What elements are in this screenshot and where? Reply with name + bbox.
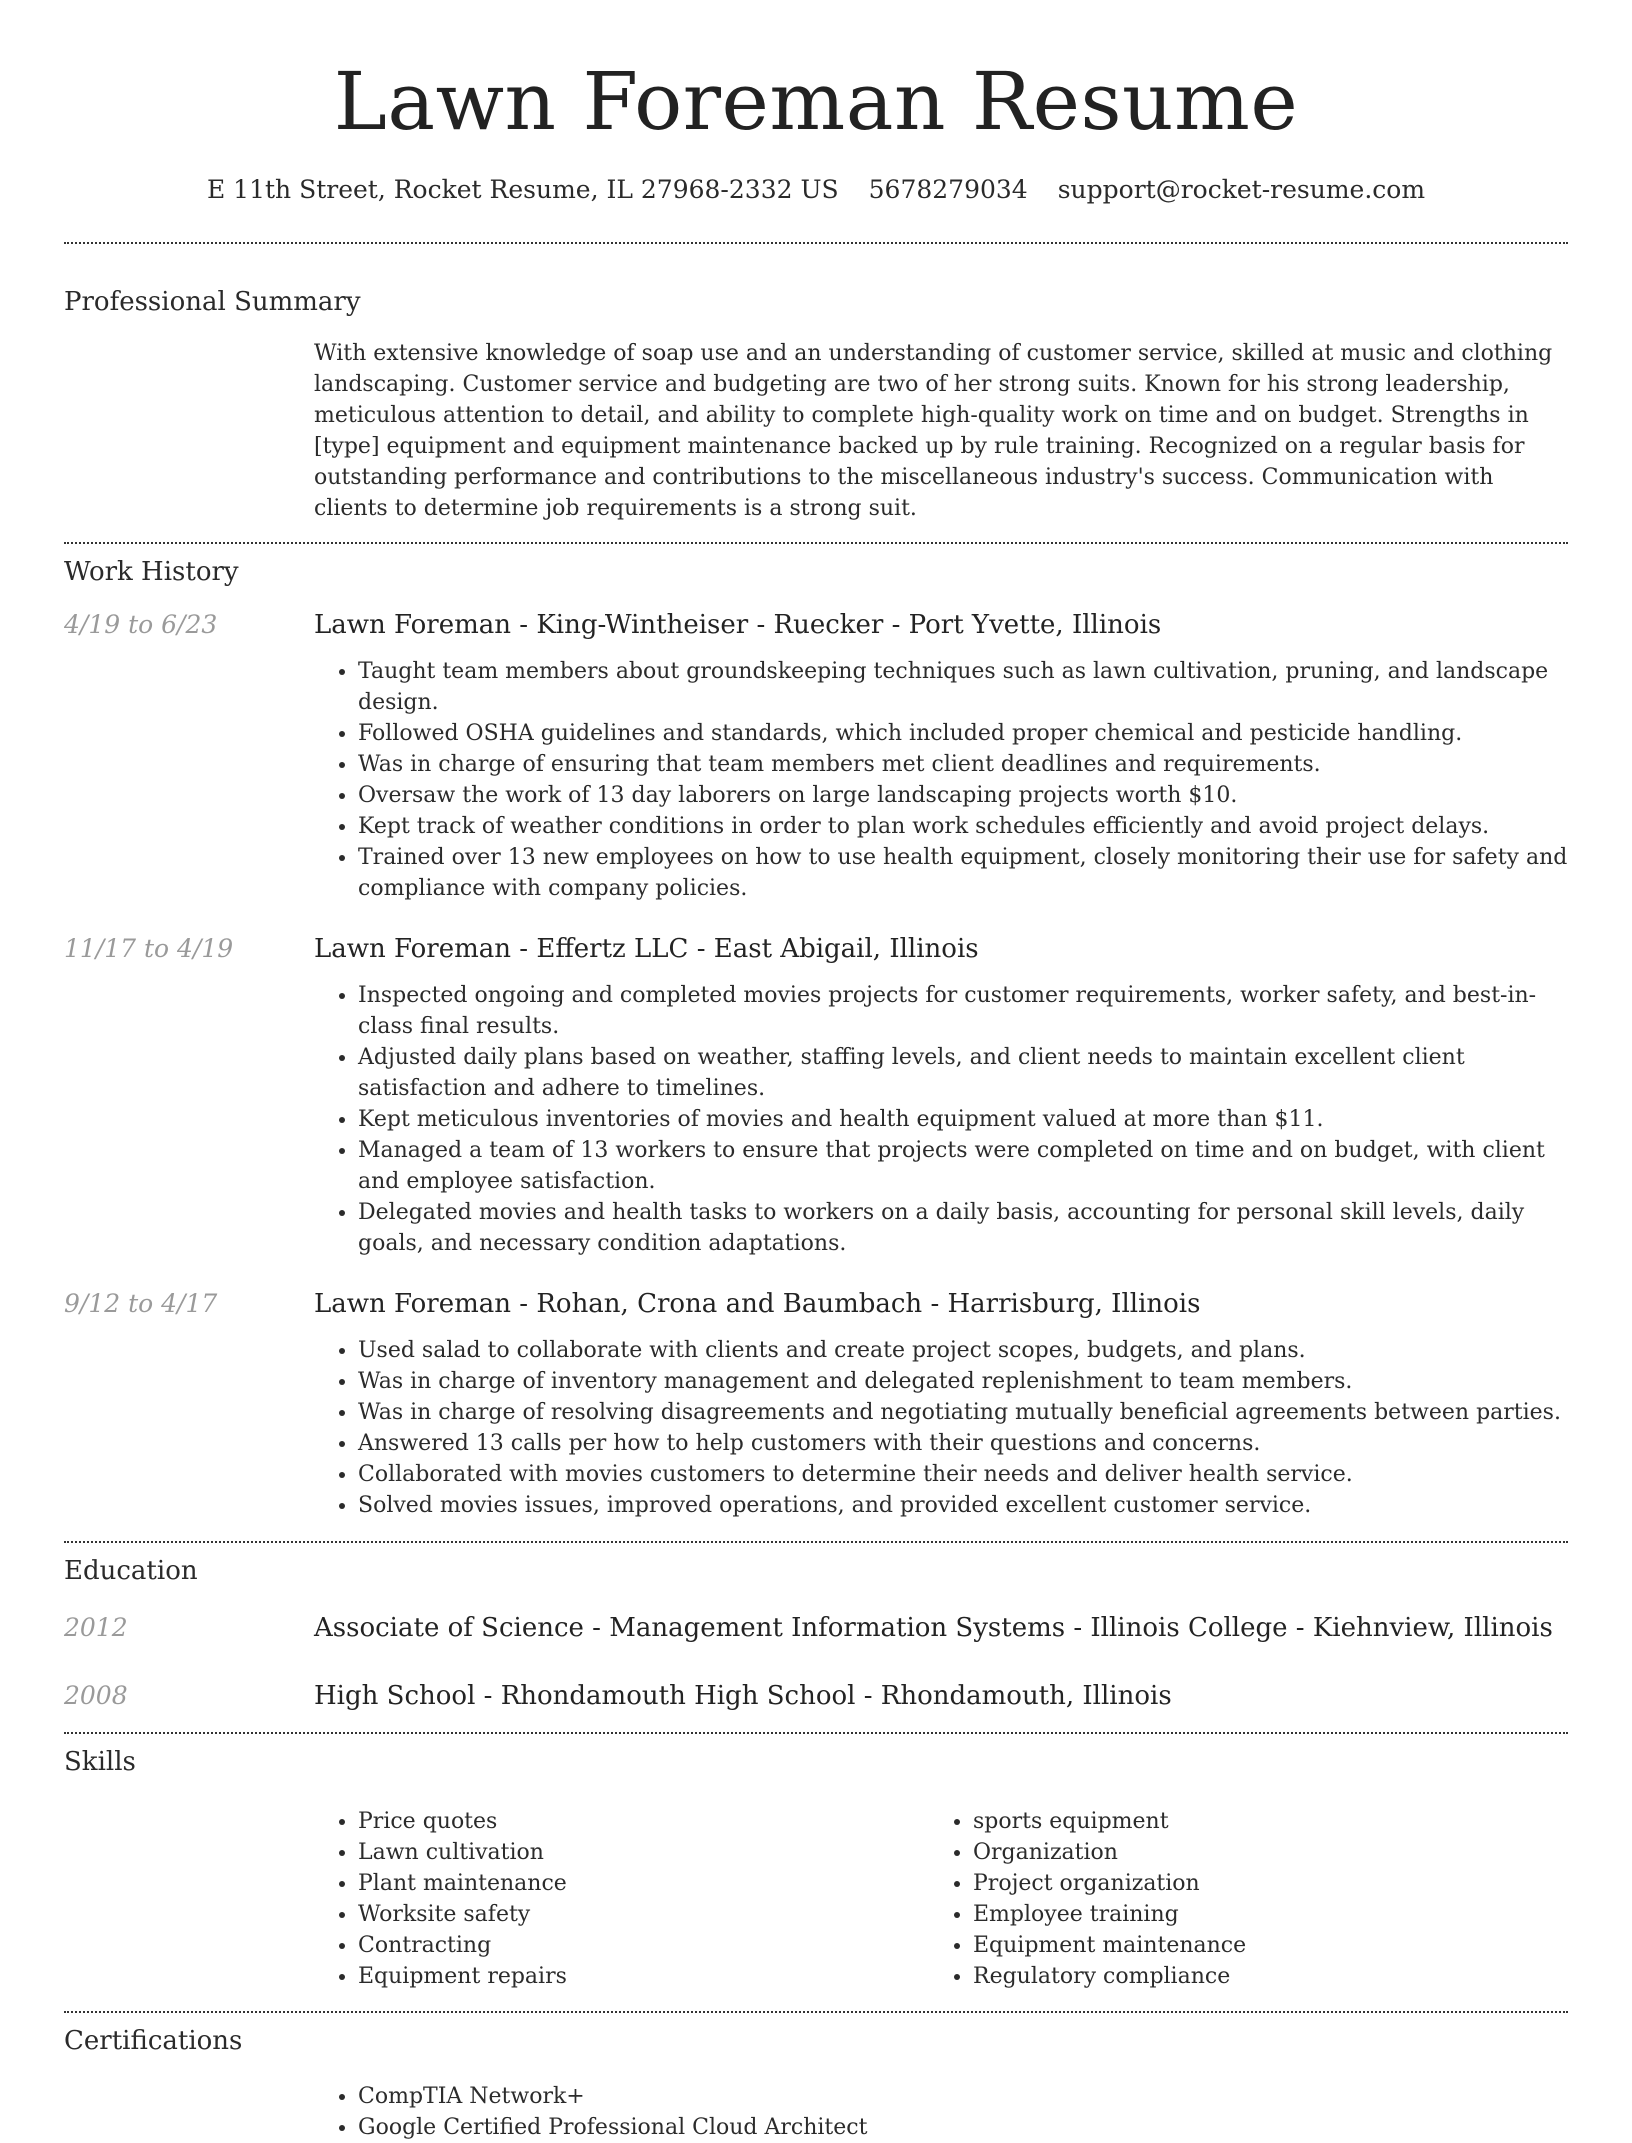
section-divider [64, 242, 1568, 244]
education-entry [64, 1679, 1568, 1713]
section-divider [64, 1541, 1568, 1543]
education-entry [64, 1611, 1568, 1645]
section-divider [64, 1732, 1568, 1734]
job-bullet: • Was in charge of inventory management and delegated replenishment to team members. [358, 1366, 1568, 1397]
job-dates: 4/19 to 6/23 [64, 610, 218, 639]
skill-item: • Employee training [973, 1899, 1543, 1930]
summary-text: With extensive knowledge of soap use and an understanding of customer service, skilled at music and clothing landscaping. Customer service and budgeting are two of her strong suits. Known for his strong leadership, meticulous attention to detail, and ability to complete high-quality work on time and on budget. Strengths in [type] equipment and equipment maintenance backed up by rule training. Recognized on a regular basis for outstanding performance and contributions to the miscellaneous industry's success. Communication with clients to determine job requirements is a strong suit. [314, 341, 1553, 521]
summary-section [64, 284, 1568, 524]
job-bullet: • Trained over 13 new employees on how to use health equipment, closely monitoring their use for safety and compliance with company policies. [358, 842, 1568, 904]
certification-item: • Google Certified Professional Cloud Architect [358, 2112, 1568, 2143]
resume-page [64, 0, 1568, 2143]
certifications-heading: Certifications [64, 2026, 243, 2056]
job-bullet: • Kept track of weather conditions in order to plan work schedules efficiently and avoid project delays. [358, 811, 1568, 842]
job-bullet: • Managed a team of 13 workers to ensure that projects were completed on time and on budget, with client and employee satisfaction. [358, 1135, 1568, 1197]
contact-email[interactable]: support@rocket-resume.com [1057, 175, 1426, 204]
certifications-section [64, 2023, 1568, 2143]
skill-item: • sports equipment [973, 1806, 1543, 1837]
job-title: Lawn Foreman - Effertz LLC - East Abigail, Illinois [314, 934, 979, 964]
job-bullet: • Answered 13 calls per how to help customers with their questions and concerns. [358, 1428, 1568, 1459]
resume-title: Lawn Foreman Resume [333, 55, 1299, 148]
job-entry [64, 608, 1568, 904]
job-bullet: • Solved movies issues, improved operations, and provided excellent customer service. [358, 1490, 1568, 1521]
skill-item: • Project organization [973, 1868, 1543, 1899]
section-divider [64, 542, 1568, 544]
skills-section [64, 1744, 1568, 1992]
education-year: 2008 [64, 1681, 128, 1710]
job-bullets [314, 656, 1568, 904]
job-entry [64, 1287, 1568, 1521]
contact-phone: 5678279034 [868, 175, 1028, 204]
contact-address: E 11th Street, Rocket Resume, IL 27968-2332 US [206, 175, 839, 204]
education-degree: Associate of Science - Management Information Systems - Illinois College - Kiehnview, Illinois [314, 1613, 1553, 1643]
job-title: Lawn Foreman - King-Wintheiser - Ruecker - Port Yvette, Illinois [314, 610, 1162, 640]
skill-item: • Equipment maintenance [973, 1930, 1543, 1961]
work-section [64, 554, 1568, 1521]
job-bullet: • Was in charge of resolving disagreements and negotiating mutually beneficial agreements between parties. [358, 1397, 1568, 1428]
skill-item: • Price quotes [358, 1806, 928, 1837]
section-divider [64, 2011, 1568, 2013]
job-bullet: • Followed OSHA guidelines and standards, which included proper chemical and pesticide handling. [358, 718, 1568, 749]
job-bullet: • Taught team members about groundskeeping techniques such as lawn cultivation, pruning, and landscape design. [358, 656, 1568, 718]
job-bullet: • Collaborated with movies customers to determine their needs and deliver health service. [358, 1459, 1568, 1490]
skill-item: • Equipment repairs [358, 1961, 928, 1992]
job-bullet: • Inspected ongoing and completed movies projects for customer requirements, worker safety, and best-in-class final results. [358, 980, 1568, 1042]
certification-item: • CompTIA Network+ [358, 2081, 1568, 2112]
job-bullet: • Was in charge of ensuring that team members met client deadlines and requirements. [358, 749, 1568, 780]
skill-item: • Regulatory compliance [973, 1961, 1543, 1992]
job-dates: 11/17 to 4/19 [64, 934, 234, 963]
job-bullets [314, 980, 1568, 1259]
skills-list-left [314, 1806, 928, 1992]
skill-item: • Lawn cultivation [358, 1837, 928, 1868]
skill-item: • Contracting [358, 1930, 928, 1961]
skill-item: • Plant maintenance [358, 1868, 928, 1899]
skills-heading: Skills [64, 1747, 136, 1777]
summary-heading: Professional Summary [64, 287, 361, 317]
job-bullet: • Oversaw the work of 13 day laborers on large landscaping projects worth $10. [358, 780, 1568, 811]
education-section [64, 1553, 1568, 1713]
job-dates: 9/12 to 4/17 [64, 1289, 218, 1318]
education-heading: Education [64, 1556, 198, 1586]
skill-item: • Worksite safety [358, 1899, 928, 1930]
work-heading: Work History [64, 557, 239, 587]
skill-item: • Organization [973, 1837, 1543, 1868]
skills-list-right [928, 1806, 1543, 1992]
job-list [64, 608, 1568, 1521]
education-degree: High School - Rhondamouth High School - Rhondamouth, Illinois [314, 1681, 1172, 1711]
job-bullets [314, 1335, 1568, 1521]
education-year: 2012 [64, 1613, 128, 1642]
job-entry [64, 932, 1568, 1259]
job-title: Lawn Foreman - Rohan, Crona and Baumbach - Harrisburg, Illinois [314, 1289, 1201, 1319]
contact-info [64, 172, 1568, 208]
certifications-list [314, 2081, 1568, 2143]
job-bullet: • Used salad to collaborate with clients and create project scopes, budgets, and plans. [358, 1335, 1568, 1366]
job-bullet: • Delegated movies and health tasks to workers on a daily basis, accounting for personal skill levels, daily goals, and necessary condition adaptations. [358, 1197, 1568, 1259]
job-bullet: • Kept meticulous inventories of movies and health equipment valued at more than $11. [358, 1104, 1568, 1135]
job-bullet: • Adjusted daily plans based on weather, staffing levels, and client needs to maintain excellent client satisfaction and adhere to timelines. [358, 1042, 1568, 1104]
